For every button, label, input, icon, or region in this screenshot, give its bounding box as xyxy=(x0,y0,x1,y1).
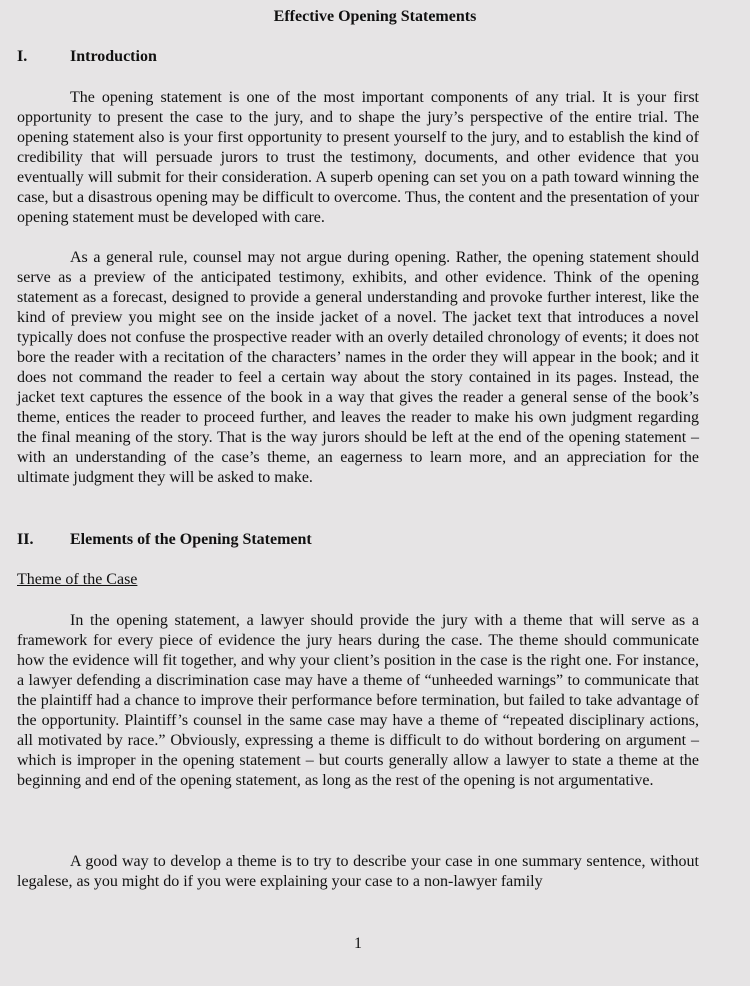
subheading-theme-of-the-case: Theme of the Case xyxy=(17,571,138,588)
document-title: Effective Opening Statements xyxy=(273,8,477,25)
paragraph-introduction-2: As a general rule, counsel may not argue during opening. Rather, the opening statement should serve as a preview of the anticipated testimony, exhibits, and other evidence. Think of the opening statement as a forecast, designed to provide a general understanding and provoke further interest, like the kind of preview you might see on the inside jacket of a novel. The jacket text that introduces a novel typically does not confuse the prospective reader with an overly detailed chronology of events; it does not bore the reader with a recitation of the characters’ names in the order they will appear in the book; and it does not command the reader to feel a certain way about the story contained in its pages. Instead, the jacket text captures the essence of the book in a way that gives the reader a general sense of the book’s theme, entices the reader to proceed further, and leaves the reader to make his own judgment regarding the final meaning of the story. That is the way jurors should be left at the end of the opening statement – with an understanding of the case’s theme, an eagerness to learn more, and an appreciation for the ultimate judgment they will be asked to make. xyxy=(17,249,699,486)
paragraph-theme-1: In the opening statement, a lawyer should provide the jury with a theme that will serve as a framework for every piece of evidence the jury hears during the case. The theme should communicate how the evidence will fit together, and why your client’s position in the case is the right one. For instance, a lawyer defending a discrimination case may have a theme of “unheeded warnings” to communicate that the plaintiff had a chance to improve their performance before termination, but failed to take advantage of the opportunity. Plaintiff’s counsel in the same case may have a theme of “repeated disciplinary actions, all motivated by race.” Obviously, expressing a theme is difficult to do without bordering on argument – which is improper in the opening statement – but courts generally allow a lawyer to state a theme at the beginning and end of the opening statement, as long as the rest of the opening is not argumentative. xyxy=(17,612,699,789)
page-number: 1 xyxy=(354,935,362,952)
section-number: I. xyxy=(17,48,28,65)
section-number: II. xyxy=(17,531,34,548)
section-heading-elements xyxy=(17,530,312,550)
section-heading-introduction xyxy=(17,47,157,67)
paragraph-introduction-1: The opening statement is one of the most important components of any trial. It is your first opportunity to present the case to the jury, and to shape the jury’s perspective of the entire trial. The opening statement also is your first opportunity to present yourself to the jury, and to establish the kind of credibility that will persuade jurors to trust the testimony, documents, and other evidence that you eventually will submit for their consideration. A superb opening can set you on a path toward winning the case, but a disastrous opening may be difficult to overcome. Thus, the content and the presentation of your opening statement must be developed with care. xyxy=(17,89,699,226)
paragraph-theme-2: A good way to develop a theme is to try to describe your case in one summary sentence, without legalese, as you might do if you were explaining your case to a non-lawyer family xyxy=(17,853,699,890)
section-title: Elements of the Opening Statement xyxy=(70,531,312,548)
section-title: Introduction xyxy=(70,48,157,65)
